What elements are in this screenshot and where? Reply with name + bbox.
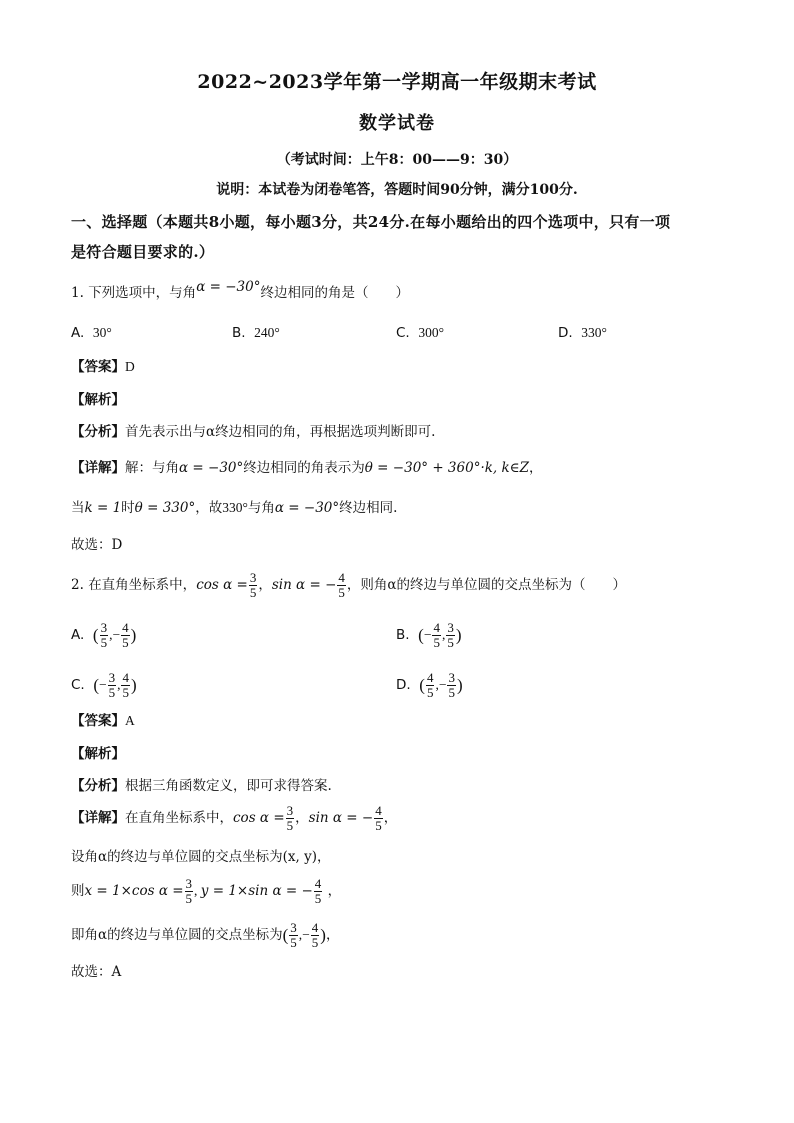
q2-answer: 【答案】A	[71, 713, 135, 729]
q1-option-d[interactable]: D. 330°	[558, 325, 607, 341]
q2-choose: 故选：A	[71, 964, 122, 980]
q2-result-line: 即角α的终边与单位圆的交点坐标为( $\frac{3}{5}$ ,− $\frac{4}{5}$ )，	[71, 920, 340, 950]
q1-fenxi: 【分析】首先表示出与α终边相同的角，再根据选项判断即可.	[71, 424, 436, 440]
q2-option-a[interactable]: A. ( $\frac{3}{5}$ ,− $\frac{4}{5}$ )	[71, 620, 137, 650]
exam-note: 说明：本试卷为闭卷笔答，答题时间90分钟，满分100分.	[216, 182, 578, 198]
q1-analysis-tag: 【解析】	[71, 392, 125, 408]
q2-fenxi: 【分析】根据三角函数定义，即可求得答案.	[71, 778, 332, 794]
q1-option-c[interactable]: C. 300°	[396, 325, 444, 341]
q1-detail-line2: 当k = 1时θ = 330°，故330°与角α = −30°终边相同.	[71, 500, 398, 516]
q1-number: 1.	[71, 285, 84, 301]
q1-detail: 【详解】解：与角α = −30°终边相同的角表示为θ = −30° + 360°·k, k∈Z，	[71, 460, 543, 476]
section-heading-2: 是符合题目要求的.）	[71, 243, 215, 261]
exam-time: （考试时间：上午8：00——9：30）	[276, 152, 518, 168]
q2-option-b[interactable]: B. (− $\frac{4}{5}$ , $\frac{3}{5}$ )	[396, 620, 462, 650]
q2-option-d[interactable]: D. ( $\frac{4}{5}$ ,− $\frac{3}{5}$ )	[396, 670, 463, 700]
q1-option-a[interactable]: A. 30°	[71, 325, 112, 341]
exam-title: 2022~2023学年第一学期高一年级期末考试	[197, 71, 597, 93]
subject-title: 数学试卷	[359, 113, 435, 134]
section-heading-1: 一、选择题（本题共8小题，每小题3分，共24分.在每小题给出的四个选项中，只有一项	[71, 213, 671, 231]
q2-calc-line: 则x = 1×cos α = $\frac{3}{5}$ , y = 1×sin α = − $\frac{4}{5}$ ，	[71, 876, 342, 906]
q2-analysis-tag: 【解析】	[71, 746, 125, 762]
q1-option-b[interactable]: B. 240°	[232, 325, 280, 341]
q1-answer: 【答案】D	[71, 359, 135, 375]
q2-set-line: 设角α的终边与单位圆的交点坐标为(x, y)，	[71, 849, 331, 865]
q1-stem: 1. 下列选项中，与角α = −30°终边相同的角是（ ）	[71, 279, 409, 301]
q1-choose: 故选：D	[71, 537, 123, 553]
q2-stem: 2. 在直角坐标系中，cos α = $\frac{3}{5}$ ，sin α = − $\frac{4}{5}$ ，则角α的终边与单位圆的交点坐标为（ ）	[71, 570, 627, 600]
q2-option-c[interactable]: C. (− $\frac{3}{5}$ , $\frac{4}{5}$ )	[71, 670, 137, 700]
q2-detail: 【详解】在直角坐标系中，cos α = $\frac{3}{5}$ ，sin α = − $\frac{4}{5}$ ，	[71, 803, 398, 833]
